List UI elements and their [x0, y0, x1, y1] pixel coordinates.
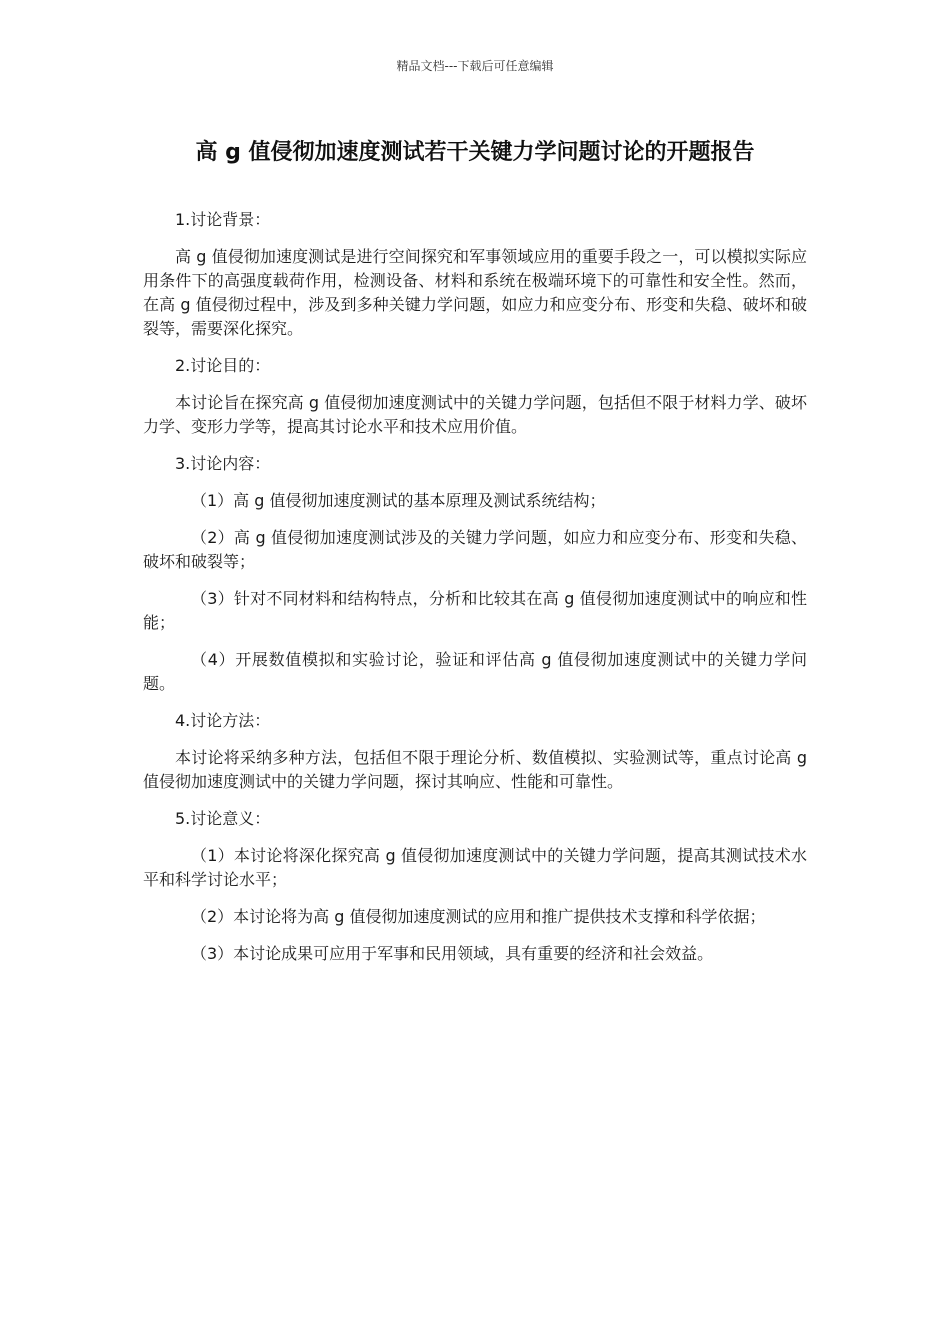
list-item: （3）本讨论成果可应用于军事和民用领域，具有重要的经济和社会效益。 — [191, 944, 714, 963]
list-item: （1）高 g 值侵彻加速度测试的基本原理及测试系统结构； — [191, 491, 606, 510]
list-item: （2）本讨论将为高 g 值侵彻加速度测试的应用和推广提供技术支撑和科学依据； — [191, 907, 766, 926]
list-item: （3）针对不同材料和结构特点，分析和比较其在高 g 值侵彻加速度测试中的响应和性能； — [143, 589, 807, 632]
section-heading-content: 3.讨论内容： — [175, 454, 271, 473]
document-title: 高 g 值侵彻加速度测试若干关键力学问题讨论的开题报告 — [195, 140, 755, 165]
paragraph-background: 高 g 值侵彻加速度测试是进行空间探究和军事领域应用的重要手段之一，可以模拟实际应用条件下的高强度载荷作用，检测设备、材料和系统在极端环境下的可靠性和安全性。然而，在高 g 值侵彻过程中，涉及到多种关键力学问题，如应力和应变分布、形变和失稳、破坏和破裂等，需要深化探究。 — [143, 247, 807, 338]
list-item: （1）本讨论将深化探究高 g 值侵彻加速度测试中的关键力学问题，提高其测试技术水平和科学讨论水平； — [143, 846, 807, 889]
document-body — [143, 208, 807, 979]
paragraph-purpose: 本讨论旨在探究高 g 值侵彻加速度测试中的关键力学问题，包括但不限于材料力学、破坏力学、变形力学等，提高其讨论水平和技术应用价值。 — [143, 393, 807, 436]
paragraph-method: 本讨论将采纳多种方法，包括但不限于理论分析、数值模拟、实验测试等，重点讨论高 g 值侵彻加速度测试中的关键力学问题，探讨其响应、性能和可靠性。 — [143, 748, 807, 791]
section-heading-method: 4.讨论方法： — [175, 711, 271, 730]
list-item: （4）开展数值模拟和实验讨论，验证和评估高 g 值侵彻加速度测试中的关键力学问题。 — [143, 650, 807, 693]
section-heading-background: 1.讨论背景： — [175, 210, 271, 229]
section-heading-purpose: 2.讨论目的： — [175, 356, 271, 375]
page-header-watermark: 精品文档---下载后可任意编辑 — [396, 59, 554, 73]
list-item: （2）高 g 值侵彻加速度测试涉及的关键力学问题，如应力和应变分布、形变和失稳、破坏和破裂等； — [143, 528, 807, 571]
section-heading-significance: 5.讨论意义： — [175, 809, 271, 828]
